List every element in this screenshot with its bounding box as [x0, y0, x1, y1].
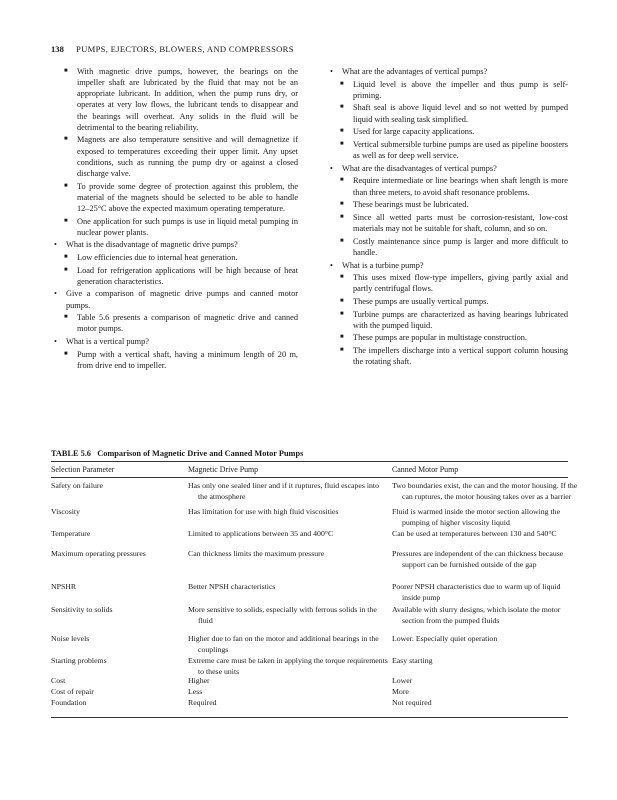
answer-item — [330, 345, 568, 367]
table-cell-magnetic: Required — [188, 698, 217, 707]
table-cell-canned: Lower — [392, 676, 413, 685]
bullet-dot-icon: • — [330, 163, 333, 173]
bullet-square-icon: ■ — [64, 217, 68, 224]
answer-item — [54, 252, 298, 263]
table-title: Comparison of Magnetic Drive and Canned Motor Pumps — [97, 449, 304, 458]
item-text: Load for refrigeration applications will be high because of heat generation characteristics. — [77, 265, 298, 286]
item-text: One application for such pumps is use in liquid metal pumping in nuclear power plants. — [77, 216, 298, 237]
table-cell-parameter: Viscosity — [51, 507, 80, 516]
item-text: To provide some degree of protection against this problem, the material of the magnets should be selected to be able to handle 12–25°C above the expected maximum operating temperature. — [77, 181, 298, 213]
answer-item — [54, 349, 298, 371]
item-text: These pumps are popular in multistage construction. — [353, 333, 527, 343]
bullet-square-icon: ■ — [340, 140, 344, 147]
table-header-canned: Canned Motor Pump — [392, 465, 459, 474]
running-title: PUMPS, EJECTORS, BLOWERS, AND COMPRESSORS — [76, 44, 294, 54]
table-cell-canned: Pressures are independent of the can thickness because support can be furnished outside of the gap — [392, 549, 564, 569]
page-number: 138 — [51, 44, 64, 54]
item-text: What are the advantages of vertical pumps? — [342, 67, 488, 76]
table-cell-parameter: Cost — [51, 676, 66, 685]
question-item — [54, 288, 298, 310]
item-text: Low efficiencies due to internal heat generation. — [77, 253, 238, 262]
item-text: With magnetic drive pumps, however, the bearings on the impeller shaft are lubricated by the fluid that may not be an appropriate lubricant. In addition, when the pump runs dry, or operates at very low flows, the lubricant tends to disappear and the bearings will overheat. Any solids in the fluid will be detrimental to the bearing reliability. — [77, 67, 298, 132]
table-cell-magnetic: Better NPSH characteristics — [188, 582, 276, 591]
bullet-dot-icon: • — [330, 260, 333, 270]
item-text: Liquid level is above the impeller and thus pump is self-priming. — [353, 79, 568, 100]
answer-item — [54, 66, 298, 133]
table-label: TABLE 5.6 — [51, 449, 91, 458]
table-cell-magnetic: Has limitation for use with high fluid viscosities — [188, 507, 339, 516]
item-text: These pumps are usually vertical pumps. — [353, 296, 489, 306]
table-cell-magnetic: Has only one sealed liner and if it ruptures, fluid escapes into the atmosphere — [188, 481, 379, 501]
item-text: These bearings must be lubricated. — [353, 200, 469, 210]
answer-item — [330, 296, 568, 307]
answer-item — [330, 139, 568, 161]
table-header-rule — [51, 477, 568, 478]
table-cell-parameter: NPSHR — [51, 582, 77, 591]
bullet-square-icon: ■ — [340, 177, 344, 184]
bullet-square-icon: ■ — [340, 347, 344, 354]
answer-item — [330, 236, 568, 258]
question-item — [330, 66, 568, 77]
table-cell-parameter: Noise levels — [51, 634, 90, 643]
answer-item — [330, 309, 568, 331]
item-text: Since all wetted parts must be corrosion-resistant, low-cost materials may not be suitable for shaft, column, and so on. — [353, 212, 568, 234]
left-column — [54, 66, 298, 371]
answer-item — [54, 181, 298, 214]
item-text: Vertical submersible turbine pumps are used as pipeline boosters as well as for deep well service. — [353, 139, 568, 161]
item-text: Turbine pumps are characterized as having bearings lubricated with the pumped liquid. — [353, 309, 568, 330]
answer-item — [330, 212, 568, 234]
answer-item — [330, 332, 568, 343]
answer-item — [330, 272, 568, 294]
bullet-square-icon: ■ — [64, 266, 68, 273]
table-cell-magnetic: Can thickness limits the maximum pressure — [188, 549, 325, 558]
item-text: Used for large capacity applications. — [353, 127, 475, 137]
table-caption — [51, 449, 303, 458]
table-cell-canned: Can be used at temperatures between 130 and 540°C — [392, 529, 557, 538]
answer-item — [330, 79, 568, 101]
answer-item — [54, 265, 298, 287]
answer-item — [54, 216, 298, 238]
bullet-dot-icon: • — [330, 67, 333, 76]
bullet-dot-icon: • — [54, 289, 57, 299]
table-cell-parameter: Safety on failure — [51, 481, 103, 490]
item-text: Require intermediate or line bearings when shaft length is more than three meters, to avoid shaft resonance problems. — [353, 176, 568, 197]
bullet-square-icon: ■ — [340, 310, 344, 317]
question-item — [54, 336, 298, 347]
answer-item — [330, 199, 568, 210]
table-cell-parameter: Sensitivity to solids — [51, 605, 113, 614]
bullet-square-icon: ■ — [340, 201, 344, 208]
bullet-square-icon: ■ — [64, 350, 68, 357]
item-text: Table 5.6 presents a comparison of magnetic drive and canned motor pumps. — [77, 313, 298, 334]
table-cell-parameter: Maximum operating pressures — [51, 549, 146, 558]
bullet-square-icon: ■ — [64, 182, 68, 189]
bullet-square-icon: ■ — [340, 104, 344, 111]
bullet-square-icon: ■ — [340, 274, 344, 281]
table-cell-magnetic: Less — [188, 687, 203, 696]
right-bullet-list — [330, 66, 568, 367]
bullet-square-icon: ■ — [340, 297, 344, 304]
answer-item — [330, 126, 568, 137]
table-cell-canned: Easy starting — [392, 656, 433, 665]
table-cell-canned: Available with slurry designs, which isolate the motor section from the pumped fluids — [392, 605, 561, 625]
item-text: What is a turbine pump? — [342, 260, 424, 270]
bullet-square-icon: ■ — [64, 254, 68, 260]
left-bullet-list — [54, 66, 298, 371]
table-cell-canned: Two boundaries exist, the can and the motor housing. If the can ruptures, the motor housing takes over as a barrier — [392, 481, 578, 501]
bullet-square-icon: ■ — [340, 334, 344, 341]
bullet-square-icon: ■ — [340, 237, 344, 244]
table-cell-magnetic: Higher due to fan on the motor and additional bearings in the couplings — [188, 634, 379, 654]
item-text: The impellers discharge into a vertical support column housing the rotating shaft. — [353, 346, 568, 367]
table-header-parameter: Selection Parameter — [51, 465, 115, 474]
bullet-dot-icon: • — [54, 337, 57, 347]
item-text: What is a vertical pump? — [66, 337, 149, 347]
table-cell-canned: Fluid is warmed inside the motor section allowing the pumping of higher viscosity liquid — [392, 507, 561, 527]
table-top-rule — [51, 461, 568, 462]
table-cell-magnetic: Extreme care must be taken in applying the torque requirements to these units — [188, 656, 388, 676]
table-cell-parameter: Foundation — [51, 698, 87, 707]
question-item — [330, 163, 568, 174]
table-cell-canned: More — [392, 687, 409, 696]
right-column — [330, 66, 568, 367]
table-cell-canned: Not required — [392, 698, 432, 707]
bullet-square-icon: ■ — [340, 128, 344, 135]
item-text: What is the disadvantage of magnetic drive pumps? — [66, 240, 238, 250]
table-cell-canned: Poorer NPSH characteristics due to warm up of liquid inside pump — [392, 582, 561, 602]
item-text: What are the disadvantages of vertical pumps? — [342, 163, 497, 173]
item-text: Costly maintenance since pump is larger and more difficult to handle. — [353, 236, 568, 257]
item-text: Pump with a vertical shaft, having a minimum length of 20 m, from drive end to impeller. — [77, 349, 298, 370]
table-cell-parameter: Cost of repair — [51, 687, 94, 696]
table-header-magnetic: Magnetic Drive Pump — [188, 465, 259, 474]
table-cell-magnetic: Higher — [188, 676, 210, 685]
table-bottom-rule — [51, 717, 568, 718]
bullet-square-icon: ■ — [340, 80, 344, 87]
table-cell-canned: Lower. Especially quiet operation — [392, 634, 498, 643]
bullet-square-icon: ■ — [64, 136, 68, 143]
answer-item — [330, 102, 568, 124]
table-cell-magnetic: More sensitive to solids, especially with ferrous solids in the fluid — [188, 605, 377, 625]
answer-item — [54, 134, 298, 179]
bullet-dot-icon: • — [54, 240, 57, 250]
page-header — [51, 44, 294, 54]
item-text: Magnets are also temperature sensitive and will demagnetize if exposed to temperatures exceeding their upper limit. Any upset conditions, such as running the pump dry or against a closed discharge valve. — [77, 135, 298, 178]
bullet-square-icon: ■ — [340, 213, 344, 220]
table-cell-parameter: Starting problems — [51, 656, 107, 665]
answer-item — [330, 175, 568, 197]
item-text: Give a comparison of magnetic drive pumps and canned motor pumps. — [66, 289, 298, 310]
table-cell-magnetic: Limited to applications between 35 and 400°C — [188, 529, 334, 538]
answer-item — [54, 312, 298, 334]
bullet-square-icon: ■ — [64, 68, 68, 74]
bullet-square-icon: ■ — [64, 314, 68, 321]
item-text: This uses mixed flow-type impellers, giving partly axial and partly centrifugal flows. — [353, 273, 568, 294]
question-item — [330, 260, 568, 271]
item-text: Shaft seal is above liquid level and so not wetted by pumped liquid with sealing task simplified. — [353, 103, 568, 124]
table-cell-parameter: Temperature — [51, 529, 91, 538]
question-item — [54, 239, 298, 250]
